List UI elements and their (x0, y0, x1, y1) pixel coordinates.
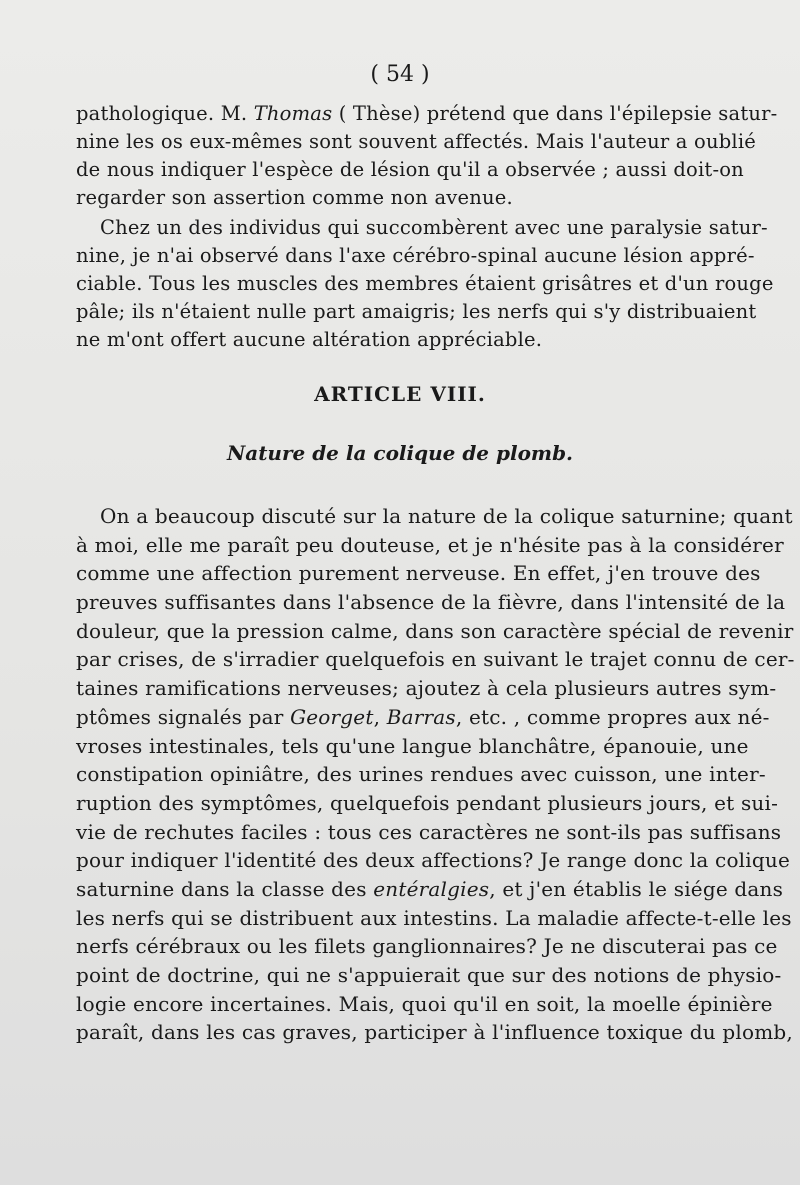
text-line: par crises, de s'irradier quelquefois en suivant le trajet connu de cer- (76, 647, 795, 672)
medical-term: entéralgies (373, 876, 490, 901)
paragraph-paralysie (76, 214, 774, 354)
section-subtitle: Nature de la colique de plomb. (226, 441, 574, 465)
page-number: ( 54 ) (370, 62, 430, 87)
paragraph-pathologique (76, 100, 778, 212)
text-line: saturnine dans la classe des entéralgies, et j'en établis le siége dans (76, 876, 784, 901)
text-line: logie encore incertaines. Mais, quoi qu'il en soit, la moelle épinière (76, 991, 773, 1016)
text-line: de nous indiquer l'espèce de lésion qu'il a observée ; aussi doit-on (76, 158, 744, 181)
text-line: comme une affection purement nerveuse. En effet, j'en trouve des (76, 561, 761, 586)
text-line: ne m'ont offert aucune altération appréciable. (76, 328, 543, 351)
text-line: pour indiquer l'identité des deux affections? Je range donc la colique (76, 848, 790, 873)
article-heading: ARTICLE VIII. (314, 382, 486, 406)
text-line: regarder son assertion comme non avenue. (76, 186, 513, 209)
text-line: ciable. Tous les muscles des membres étaient grisâtres et d'un rouge (76, 272, 774, 295)
author-name: Thomas (253, 102, 333, 125)
text-line: nine, je n'ai observé dans l'axe cérébro-spinal aucune lésion appré- (76, 244, 755, 267)
text-line: vroses intestinales, tels qu'une langue blanchâtre, épanouie, une (76, 733, 749, 758)
paragraph-colique (76, 502, 795, 1047)
text-line: constipation opiniâtre, des urines rendues avec cuisson, une inter- (76, 762, 766, 787)
text-line: douleur, que la pression calme, dans son caractère spécial de revenir (76, 618, 794, 643)
text-line: Chez un des individus qui succombèrent avec une paralysie satur- (100, 216, 768, 239)
text-line: ptômes signalés par Georget, Barras, etc. , comme propres aux né- (76, 704, 770, 729)
text-line: ruption des symptômes, quelquefois pendant plusieurs jours, et sui- (76, 790, 779, 815)
text-line: preuves suffisantes dans l'absence de la fièvre, dans l'intensité de la (76, 590, 786, 615)
text-line: pathologique. M. Thomas ( Thèse) prétend que dans l'épilepsie satur- (76, 102, 778, 125)
text-line: On a beaucoup discuté sur la nature de la colique saturnine; quant (100, 504, 793, 528)
text-line: à moi, elle me paraît peu douteuse, et je n'hésite pas à la considérer (76, 532, 784, 557)
text-line: pâle; ils n'étaient nulle part amaigris; les nerfs qui s'y distribuaient (76, 300, 757, 323)
text-line: vie de rechutes faciles : tous ces caractères ne sont-ils pas suffisans (76, 819, 782, 844)
text-line: taines ramifications nerveuses; ajoutez à cela plusieurs autres sym- (76, 676, 777, 701)
text-line: point de doctrine, qui ne s'appuierait que sur des notions de physio- (76, 963, 782, 987)
author-name: Georget (290, 704, 374, 729)
text-line: nerfs cérébraux ou les filets ganglionnaires? Je ne discuterai pas ce (76, 934, 778, 959)
text-line: paraît, dans les cas graves, participer à l'influence toxique du plomb, (76, 1020, 793, 1045)
text-line: les nerfs qui se distribuent aux intestins. La maladie affecte-t-elle les (76, 905, 792, 930)
author-name: Barras (386, 704, 456, 729)
text-line: nine les os eux-mêmes sont souvent affectés. Mais l'auteur a oublié (76, 130, 757, 153)
